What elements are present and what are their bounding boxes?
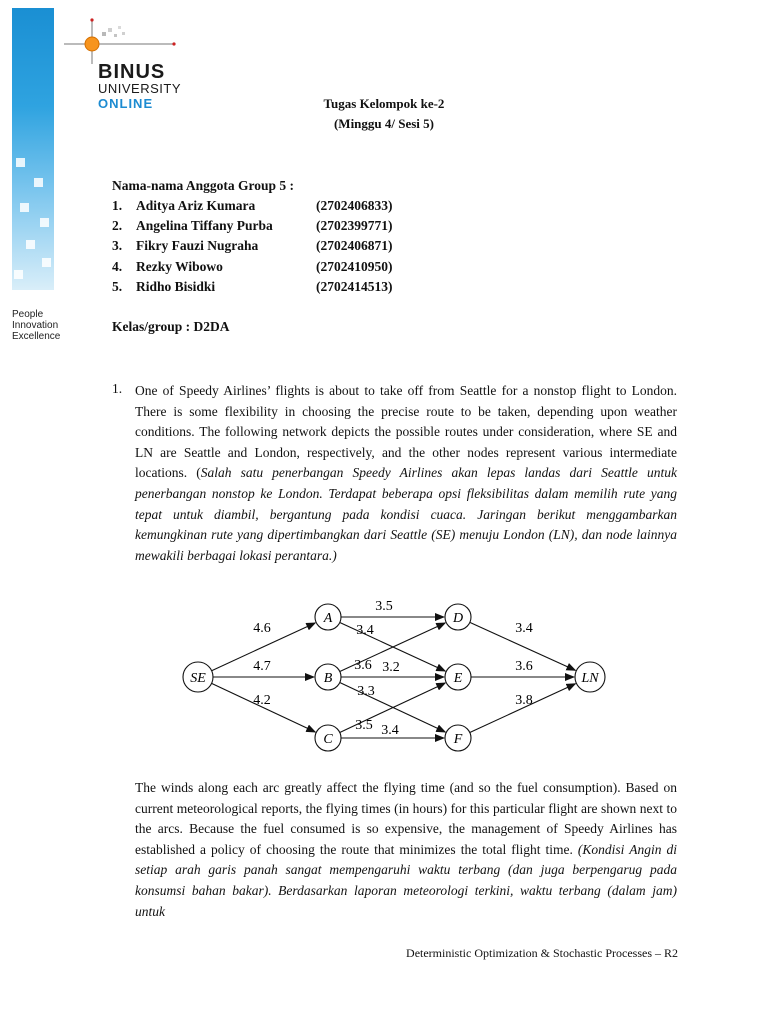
page-title: Tugas Kelompok ke-2 xyxy=(323,96,445,111)
node-label: F xyxy=(453,732,463,747)
member-id: (2702399771) xyxy=(316,218,393,233)
question-text-id-2: (Kondisi Angin di setiap arah garis panah sangat mempengaruhi waktu terbang (dan juga berpengarug pada konsumsi bahan bakar). Berdasarkan laporan meteorologi terkini, waktu terbang (dalam jam) untuk xyxy=(135,841,677,919)
arc-time-label: 3.2 xyxy=(382,660,400,675)
arc-time-label: 4.6 xyxy=(253,621,271,636)
logo-subtitle: UNIVERSITY xyxy=(98,81,182,96)
arc-time-label: 3.5 xyxy=(355,718,373,733)
member-number: 3. xyxy=(112,238,123,253)
arc-time-label: 3.5 xyxy=(375,599,393,614)
page-footer: Deterministic Optimization & Stochastic Processes – R2 xyxy=(406,946,678,960)
member-id: (2702410950) xyxy=(316,259,393,274)
tagline-line: Innovation xyxy=(12,320,59,331)
node-label: SE xyxy=(190,671,206,686)
question-paragraph xyxy=(135,381,677,566)
arc-time-label: 3.6 xyxy=(515,659,533,674)
class-group: Kelas/group : D2DA xyxy=(112,319,230,334)
arc-f-ln xyxy=(470,684,576,733)
arc-time-label: 3.4 xyxy=(381,723,399,738)
member-name: Aditya Ariz Kumara xyxy=(136,198,256,213)
member-id: (2702414513) xyxy=(316,279,393,294)
member-id: (2702406833) xyxy=(316,198,393,213)
question-paragraph-2 xyxy=(135,778,677,922)
member-number: 2. xyxy=(112,218,123,233)
arc-time-label: 3.3 xyxy=(357,684,375,699)
member-name: Fikry Fauzi Nugraha xyxy=(136,238,259,253)
members-heading: Nama-nama Anggota Group 5 : xyxy=(112,178,295,193)
tagline-line: People xyxy=(12,309,44,320)
arc-time-label: 4.2 xyxy=(253,693,271,708)
member-number: 1. xyxy=(112,198,123,213)
member-name: Ridho Bisidki xyxy=(136,279,216,294)
member-name: Rezky Wibowo xyxy=(136,259,223,274)
arc-time-label: 3.4 xyxy=(515,621,533,636)
arc-time-label: 3.4 xyxy=(356,623,374,638)
node-label: D xyxy=(452,611,464,626)
node-label: E xyxy=(453,671,463,686)
node-label: C xyxy=(323,732,333,747)
question-text-en-2: The winds along each arc greatly affect the flying time (and so the fuel consumption). Based on current meteorological reports, the flying times (in hours) for this particular flight are shown next to the arcs. Because the fuel consumed is so expensive, the management of Speedy Airlines has established a policy of choosing the route that minimizes the total flight time. xyxy=(135,780,677,857)
logo-name: BINUS xyxy=(98,61,166,83)
route-network-diagram xyxy=(176,592,616,762)
sidebar-decoration xyxy=(12,8,54,290)
node-label: A xyxy=(323,611,333,626)
member-number: 4. xyxy=(112,259,123,274)
arc-time-label: 3.6 xyxy=(354,658,372,673)
member-id: (2702406871) xyxy=(316,238,393,253)
page-subtitle: (Minggu 4/ Sesi 5) xyxy=(333,116,435,131)
arc-time-label: 4.7 xyxy=(253,659,271,674)
node-label: LN xyxy=(581,671,599,686)
tagline xyxy=(12,309,60,342)
member-number: 5. xyxy=(112,279,123,294)
tagline-line: Excellence xyxy=(12,331,61,342)
question-text-id: Salah satu penerbangan Speedy Airlines akan lepas landas dari Seattle untuk penerbangan nonstop ke London. Terdapat beberapa opsi fleksibilitas dalam memilih rute yang tepat untuk diambil, bergantung pada kondisi cuaca. Jaringan berikut menggambarkan kemungkinan rute yang dipertimbangkan dari Seattle (SE) menuju London (LN), dan node lainnya mewakili berbagai lokasi perantara.) xyxy=(135,465,677,563)
question-number: 1. xyxy=(112,381,123,396)
logo-online: ONLINE xyxy=(98,96,154,111)
question-text-en: One of Speedy Airlines’ flights is about to take off from Seattle for a nonstop flight to London. There is some flexibility in choosing the precise route to be taken, depending upon weather conditions. The following network depicts the possible routes under consideration, where SE and LN are Seattle and London, respectively, and the other nodes represent various intermediate locations. ( xyxy=(135,383,677,481)
node-label: B xyxy=(323,671,333,686)
member-name: Angelina Tiffany Purba xyxy=(136,218,273,233)
arc-time-label: 3.8 xyxy=(515,693,533,708)
